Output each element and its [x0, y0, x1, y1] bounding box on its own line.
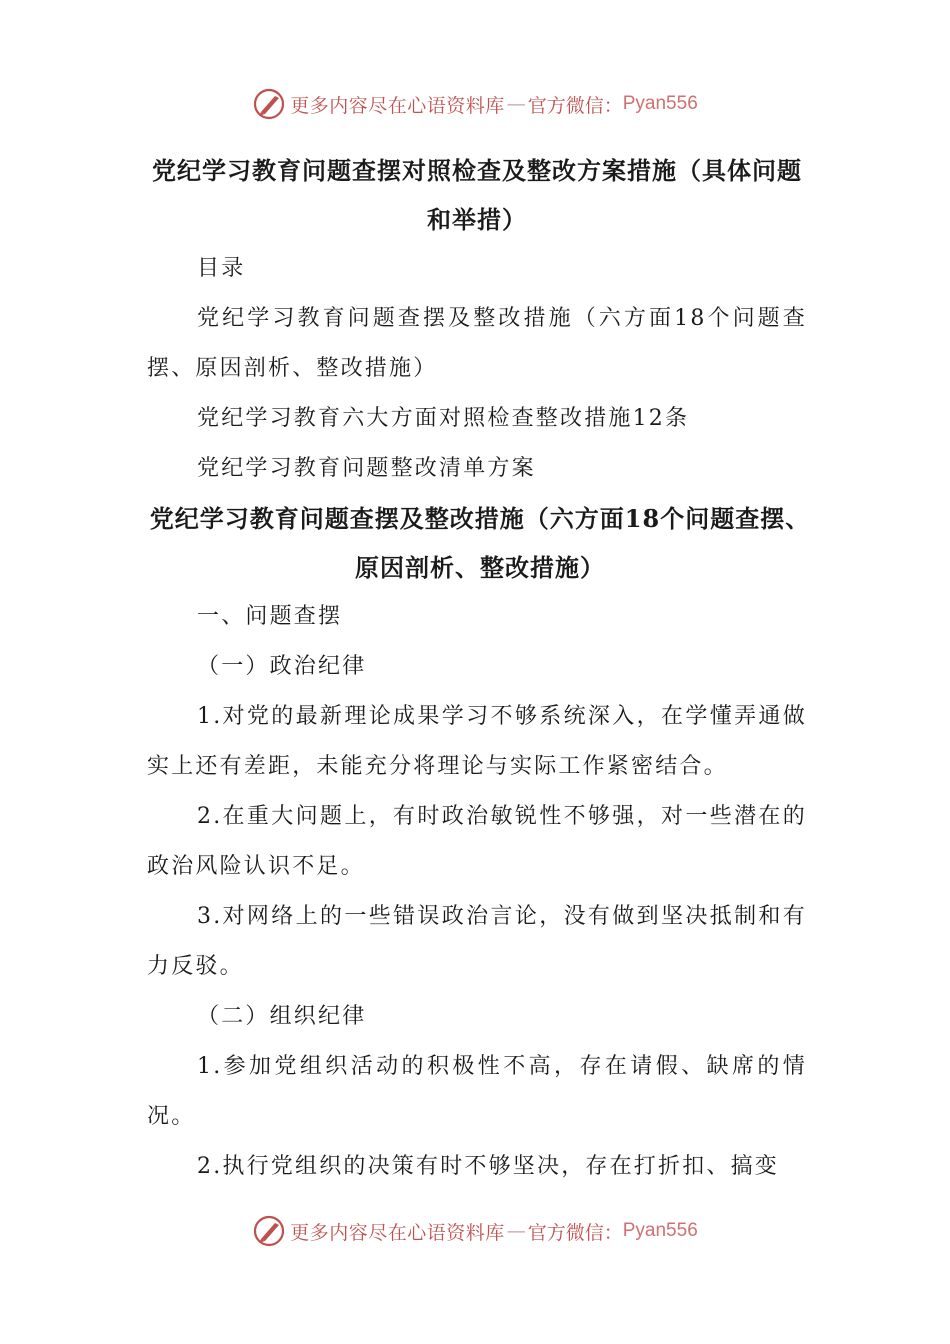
banner-text: 更多内容尽在心语资料库	[290, 94, 505, 117]
subsection-heading: （一）政治纪律	[197, 654, 367, 679]
pen-logo-icon	[252, 1214, 286, 1248]
footer-watermark-banner	[0, 1211, 950, 1251]
toc-heading: 目录	[197, 256, 246, 281]
document-title: 党纪学习教育问题查摆对照检查及整改方案措施（具体问题和举措）	[152, 156, 802, 234]
banner-text: 更多内容尽在心语资料库	[290, 1221, 505, 1244]
banner-dash: —	[506, 93, 526, 115]
list-item: 1.对党的最新理论成果学习不够系统深入，在学懂弄通做实上还有差距，未能充分将理论与实际工作紧密结合。	[147, 704, 807, 779]
document-body	[147, 146, 811, 1192]
list-item: 2.在重大问题上，有时政治敏锐性不够强，对一些潜在的政治风险认识不足。	[147, 804, 807, 879]
list-item: 3.对网络上的一些错误政治言论，没有做到坚决抵制和有力反驳。	[147, 904, 807, 979]
header-watermark-banner	[0, 84, 950, 124]
banner-wechat-label: 官方微信：	[527, 94, 623, 117]
list-item: 1.参加党组织活动的积极性不高，存在请假、缺席的情况。	[147, 1054, 807, 1129]
banner-wechat-id: Pyan556	[622, 93, 698, 114]
toc-item: 党纪学习教育问题整改清单方案	[197, 456, 536, 481]
banner-wechat-id: Pyan556	[622, 1220, 698, 1241]
list-item: 2.执行党组织的决策有时不够坚决，存在打折扣、搞变	[197, 1154, 779, 1179]
section-heading: 一、问题查摆	[197, 604, 343, 629]
toc-item: 党纪学习教育问题查摆及整改措施（六方面18个问题查摆、原因剖析、整改措施）	[147, 306, 807, 381]
banner-dash: —	[506, 1220, 526, 1242]
subsection-heading: （二）组织纪律	[197, 1004, 367, 1029]
toc-item: 党纪学习教育六大方面对照检查整改措施12条	[197, 406, 690, 431]
pen-logo-icon	[252, 87, 286, 121]
banner-wechat-label: 官方微信：	[527, 1221, 623, 1244]
section-title: 党纪学习教育问题查摆及整改措施（六方面18个问题查摆、原因剖析、整改措施）	[149, 504, 811, 582]
